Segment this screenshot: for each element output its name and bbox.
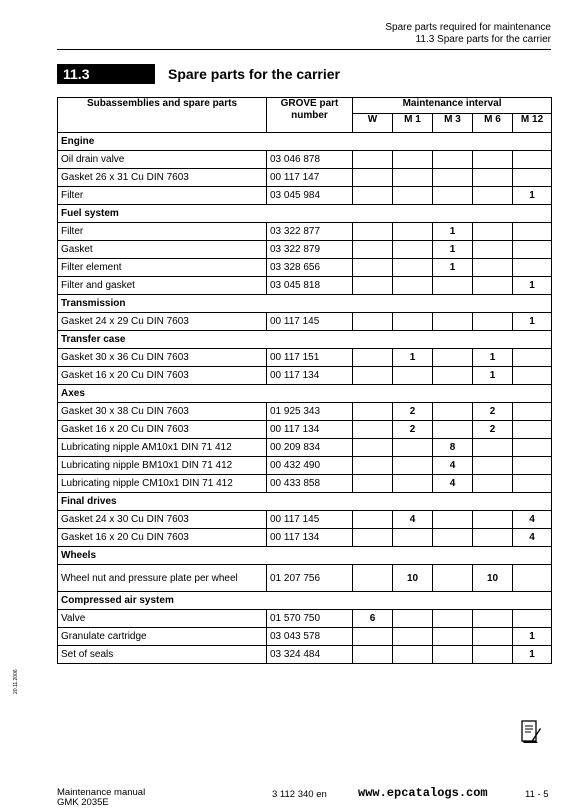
interval-quantity [473, 187, 513, 205]
interval-quantity [353, 169, 393, 187]
interval-quantity: 2 [393, 421, 433, 439]
interval-quantity: 4 [433, 457, 473, 475]
section-title: Spare parts for the carrier [168, 66, 340, 82]
interval-quantity [513, 565, 552, 592]
part-name: Gasket 30 x 38 Cu DIN 7603 [58, 403, 267, 421]
interval-quantity [393, 313, 433, 331]
group-header-row [58, 205, 552, 223]
interval-quantity [393, 151, 433, 169]
interval-quantity: 1 [513, 187, 552, 205]
interval-header: W [353, 114, 393, 133]
interval-quantity [473, 277, 513, 295]
group-label: Engine [58, 133, 552, 151]
interval-quantity [513, 223, 552, 241]
interval-quantity [433, 187, 473, 205]
part-name: Set of seals [58, 646, 267, 664]
part-name: Filter [58, 223, 267, 241]
part-name: Oil drain valve [58, 151, 267, 169]
side-date: 20.11.2006 [13, 669, 19, 694]
table-row [58, 475, 552, 493]
part-name: Gasket 24 x 30 Cu DIN 7603 [58, 511, 267, 529]
part-name: Gasket 24 x 29 Cu DIN 7603 [58, 313, 267, 331]
part-name: Granulate cartridge [58, 628, 267, 646]
interval-quantity [353, 349, 393, 367]
interval-quantity [513, 421, 552, 439]
interval-quantity [473, 223, 513, 241]
interval-quantity [353, 241, 393, 259]
interval-quantity [433, 421, 473, 439]
header-chapter: Spare parts required for maintenance [385, 22, 551, 33]
interval-quantity: 1 [433, 241, 473, 259]
interval-quantity: 1 [513, 628, 552, 646]
table-row [58, 628, 552, 646]
group-label: Compressed air system [58, 592, 552, 610]
interval-quantity [473, 529, 513, 547]
interval-quantity: 1 [433, 223, 473, 241]
header-rule [57, 49, 551, 50]
group-header-row [58, 295, 552, 313]
interval-quantity [393, 277, 433, 295]
part-number: 01 925 343 [267, 403, 353, 421]
interval-quantity [513, 241, 552, 259]
interval-quantity [513, 349, 552, 367]
interval-quantity [433, 646, 473, 664]
part-name: Gasket 26 x 31 Cu DIN 7603 [58, 169, 267, 187]
interval-quantity: 1 [513, 646, 552, 664]
group-label: Axes [58, 385, 552, 403]
table-row [58, 646, 552, 664]
part-name: Gasket [58, 241, 267, 259]
interval-header: M 6 [473, 114, 513, 133]
table-row [58, 529, 552, 547]
table-row [58, 367, 552, 385]
group-header-row [58, 493, 552, 511]
interval-quantity: 10 [473, 565, 513, 592]
interval-quantity [353, 565, 393, 592]
part-name: Gasket 16 x 20 Cu DIN 7603 [58, 421, 267, 439]
part-number: 03 045 984 [267, 187, 353, 205]
interval-quantity: 2 [393, 403, 433, 421]
part-number: 00 432 490 [267, 457, 353, 475]
group-header-row [58, 385, 552, 403]
interval-quantity [393, 610, 433, 628]
interval-quantity [473, 439, 513, 457]
interval-quantity [353, 421, 393, 439]
interval-quantity [393, 187, 433, 205]
interval-quantity [513, 403, 552, 421]
group-header-row [58, 133, 552, 151]
interval-quantity [433, 529, 473, 547]
interval-quantity [393, 646, 433, 664]
interval-quantity [513, 151, 552, 169]
table-row [58, 349, 552, 367]
interval-quantity [513, 169, 552, 187]
table-row [58, 457, 552, 475]
footer-manual [57, 788, 145, 808]
part-number: 00 117 134 [267, 367, 353, 385]
table-row [58, 421, 552, 439]
part-number: 03 046 878 [267, 151, 353, 169]
interval-header: M 12 [513, 114, 552, 133]
part-number: 00 117 145 [267, 511, 353, 529]
group-header-row [58, 547, 552, 565]
interval-quantity [393, 169, 433, 187]
part-name: Gasket 16 x 20 Cu DIN 7603 [58, 529, 267, 547]
part-number: 00 117 145 [267, 313, 353, 331]
interval-quantity [433, 511, 473, 529]
interval-quantity: 2 [473, 403, 513, 421]
table-row [58, 151, 552, 169]
interval-quantity [353, 628, 393, 646]
table-row [58, 439, 552, 457]
interval-quantity [353, 403, 393, 421]
page-header [385, 22, 551, 46]
interval-quantity [393, 475, 433, 493]
column-header-subassemblies: Subassemblies and spare parts [58, 98, 267, 133]
interval-quantity [473, 646, 513, 664]
interval-quantity [393, 367, 433, 385]
interval-quantity [393, 439, 433, 457]
part-number: 00 117 134 [267, 421, 353, 439]
table-row [58, 511, 552, 529]
group-header-row [58, 592, 552, 610]
interval-quantity [353, 457, 393, 475]
part-number: 00 209 834 [267, 439, 353, 457]
interval-quantity [353, 439, 393, 457]
interval-quantity [513, 610, 552, 628]
part-number: 03 045 818 [267, 277, 353, 295]
interval-quantity: 1 [433, 259, 473, 277]
manual-book-icon [520, 718, 542, 744]
interval-quantity: 4 [433, 475, 473, 493]
interval-quantity [473, 610, 513, 628]
interval-quantity [513, 457, 552, 475]
interval-quantity [393, 259, 433, 277]
footer-doc-number: 3 112 340 en [272, 789, 327, 800]
group-label: Final drives [58, 493, 552, 511]
table-row [58, 169, 552, 187]
interval-quantity [433, 628, 473, 646]
interval-quantity [353, 529, 393, 547]
interval-quantity: 4 [513, 511, 552, 529]
interval-quantity [353, 511, 393, 529]
interval-quantity: 10 [393, 565, 433, 592]
interval-quantity [513, 475, 552, 493]
interval-quantity [473, 259, 513, 277]
interval-quantity: 1 [473, 349, 513, 367]
interval-quantity: 6 [353, 610, 393, 628]
interval-quantity [353, 367, 393, 385]
interval-quantity [353, 313, 393, 331]
section-number: 11.3 [57, 64, 155, 84]
part-name: Gasket 30 x 36 Cu DIN 7603 [58, 349, 267, 367]
interval-quantity [473, 241, 513, 259]
interval-quantity [473, 151, 513, 169]
interval-quantity [353, 475, 393, 493]
part-number: 00 117 134 [267, 529, 353, 547]
interval-quantity [433, 313, 473, 331]
spare-parts-table [57, 97, 552, 664]
group-label: Fuel system [58, 205, 552, 223]
part-number: 03 328 656 [267, 259, 353, 277]
group-label: Transmission [58, 295, 552, 313]
part-name: Wheel nut and pressure plate per wheel [58, 565, 267, 592]
part-name: Lubricating nipple AM10x1 DIN 71 412 [58, 439, 267, 457]
table-row [58, 223, 552, 241]
interval-quantity [433, 151, 473, 169]
interval-quantity: 2 [473, 421, 513, 439]
column-header-maintenance-interval: Maintenance interval [353, 98, 552, 114]
part-name: Lubricating nipple BM10x1 DIN 71 412 [58, 457, 267, 475]
parts-table-body [58, 133, 552, 664]
part-number: 00 117 151 [267, 349, 353, 367]
interval-quantity [353, 187, 393, 205]
part-name: Lubricating nipple CM10x1 DIN 71 412 [58, 475, 267, 493]
part-number: 03 043 578 [267, 628, 353, 646]
interval-quantity [473, 628, 513, 646]
footer-url-link[interactable]: www.epcatalogs.com [358, 786, 488, 800]
interval-quantity [473, 511, 513, 529]
interval-quantity [433, 565, 473, 592]
footer-model: GMK 2035E [57, 797, 109, 808]
table-row [58, 403, 552, 421]
table-row [58, 187, 552, 205]
group-label: Wheels [58, 547, 552, 565]
interval-quantity [433, 610, 473, 628]
interval-quantity [393, 628, 433, 646]
interval-quantity [353, 151, 393, 169]
interval-quantity [433, 169, 473, 187]
table-row [58, 565, 552, 592]
part-number: 00 433 858 [267, 475, 353, 493]
interval-quantity [393, 241, 433, 259]
part-number: 03 324 484 [267, 646, 353, 664]
interval-quantity [353, 277, 393, 295]
interval-quantity [473, 169, 513, 187]
table-row [58, 259, 552, 277]
interval-quantity [393, 529, 433, 547]
footer-manual-title: Maintenance manual [57, 787, 146, 798]
column-header-part-number: GROVE part number [267, 98, 353, 133]
interval-quantity [473, 475, 513, 493]
group-header-row [58, 331, 552, 349]
interval-quantity [513, 439, 552, 457]
interval-quantity: 4 [393, 511, 433, 529]
interval-quantity: 1 [393, 349, 433, 367]
interval-quantity [473, 457, 513, 475]
table-row [58, 313, 552, 331]
interval-quantity: 8 [433, 439, 473, 457]
interval-header: M 1 [393, 114, 433, 133]
interval-quantity [433, 277, 473, 295]
part-name: Filter and gasket [58, 277, 267, 295]
interval-quantity [353, 259, 393, 277]
table-row [58, 277, 552, 295]
interval-quantity [433, 367, 473, 385]
interval-quantity [433, 403, 473, 421]
header-section: 11.3 Spare parts for the carrier [415, 34, 551, 45]
interval-quantity: 1 [513, 313, 552, 331]
interval-quantity: 1 [473, 367, 513, 385]
part-name: Filter [58, 187, 267, 205]
interval-quantity: 4 [513, 529, 552, 547]
part-number: 03 322 879 [267, 241, 353, 259]
group-label: Transfer case [58, 331, 552, 349]
interval-quantity [433, 349, 473, 367]
interval-quantity [353, 646, 393, 664]
part-name: Gasket 16 x 20 Cu DIN 7603 [58, 367, 267, 385]
interval-header: M 3 [433, 114, 473, 133]
interval-quantity [393, 223, 433, 241]
interval-quantity [513, 259, 552, 277]
interval-quantity [353, 223, 393, 241]
interval-quantity [513, 367, 552, 385]
part-number: 03 322 877 [267, 223, 353, 241]
footer-page-number: 11 - 5 [525, 789, 549, 800]
part-number: 01 570 750 [267, 610, 353, 628]
table-row [58, 610, 552, 628]
table-row [58, 241, 552, 259]
interval-quantity [473, 313, 513, 331]
part-name: Valve [58, 610, 267, 628]
part-number: 01 207 756 [267, 565, 353, 592]
part-name: Filter element [58, 259, 267, 277]
interval-quantity: 1 [513, 277, 552, 295]
part-number: 00 117 147 [267, 169, 353, 187]
interval-quantity [393, 457, 433, 475]
